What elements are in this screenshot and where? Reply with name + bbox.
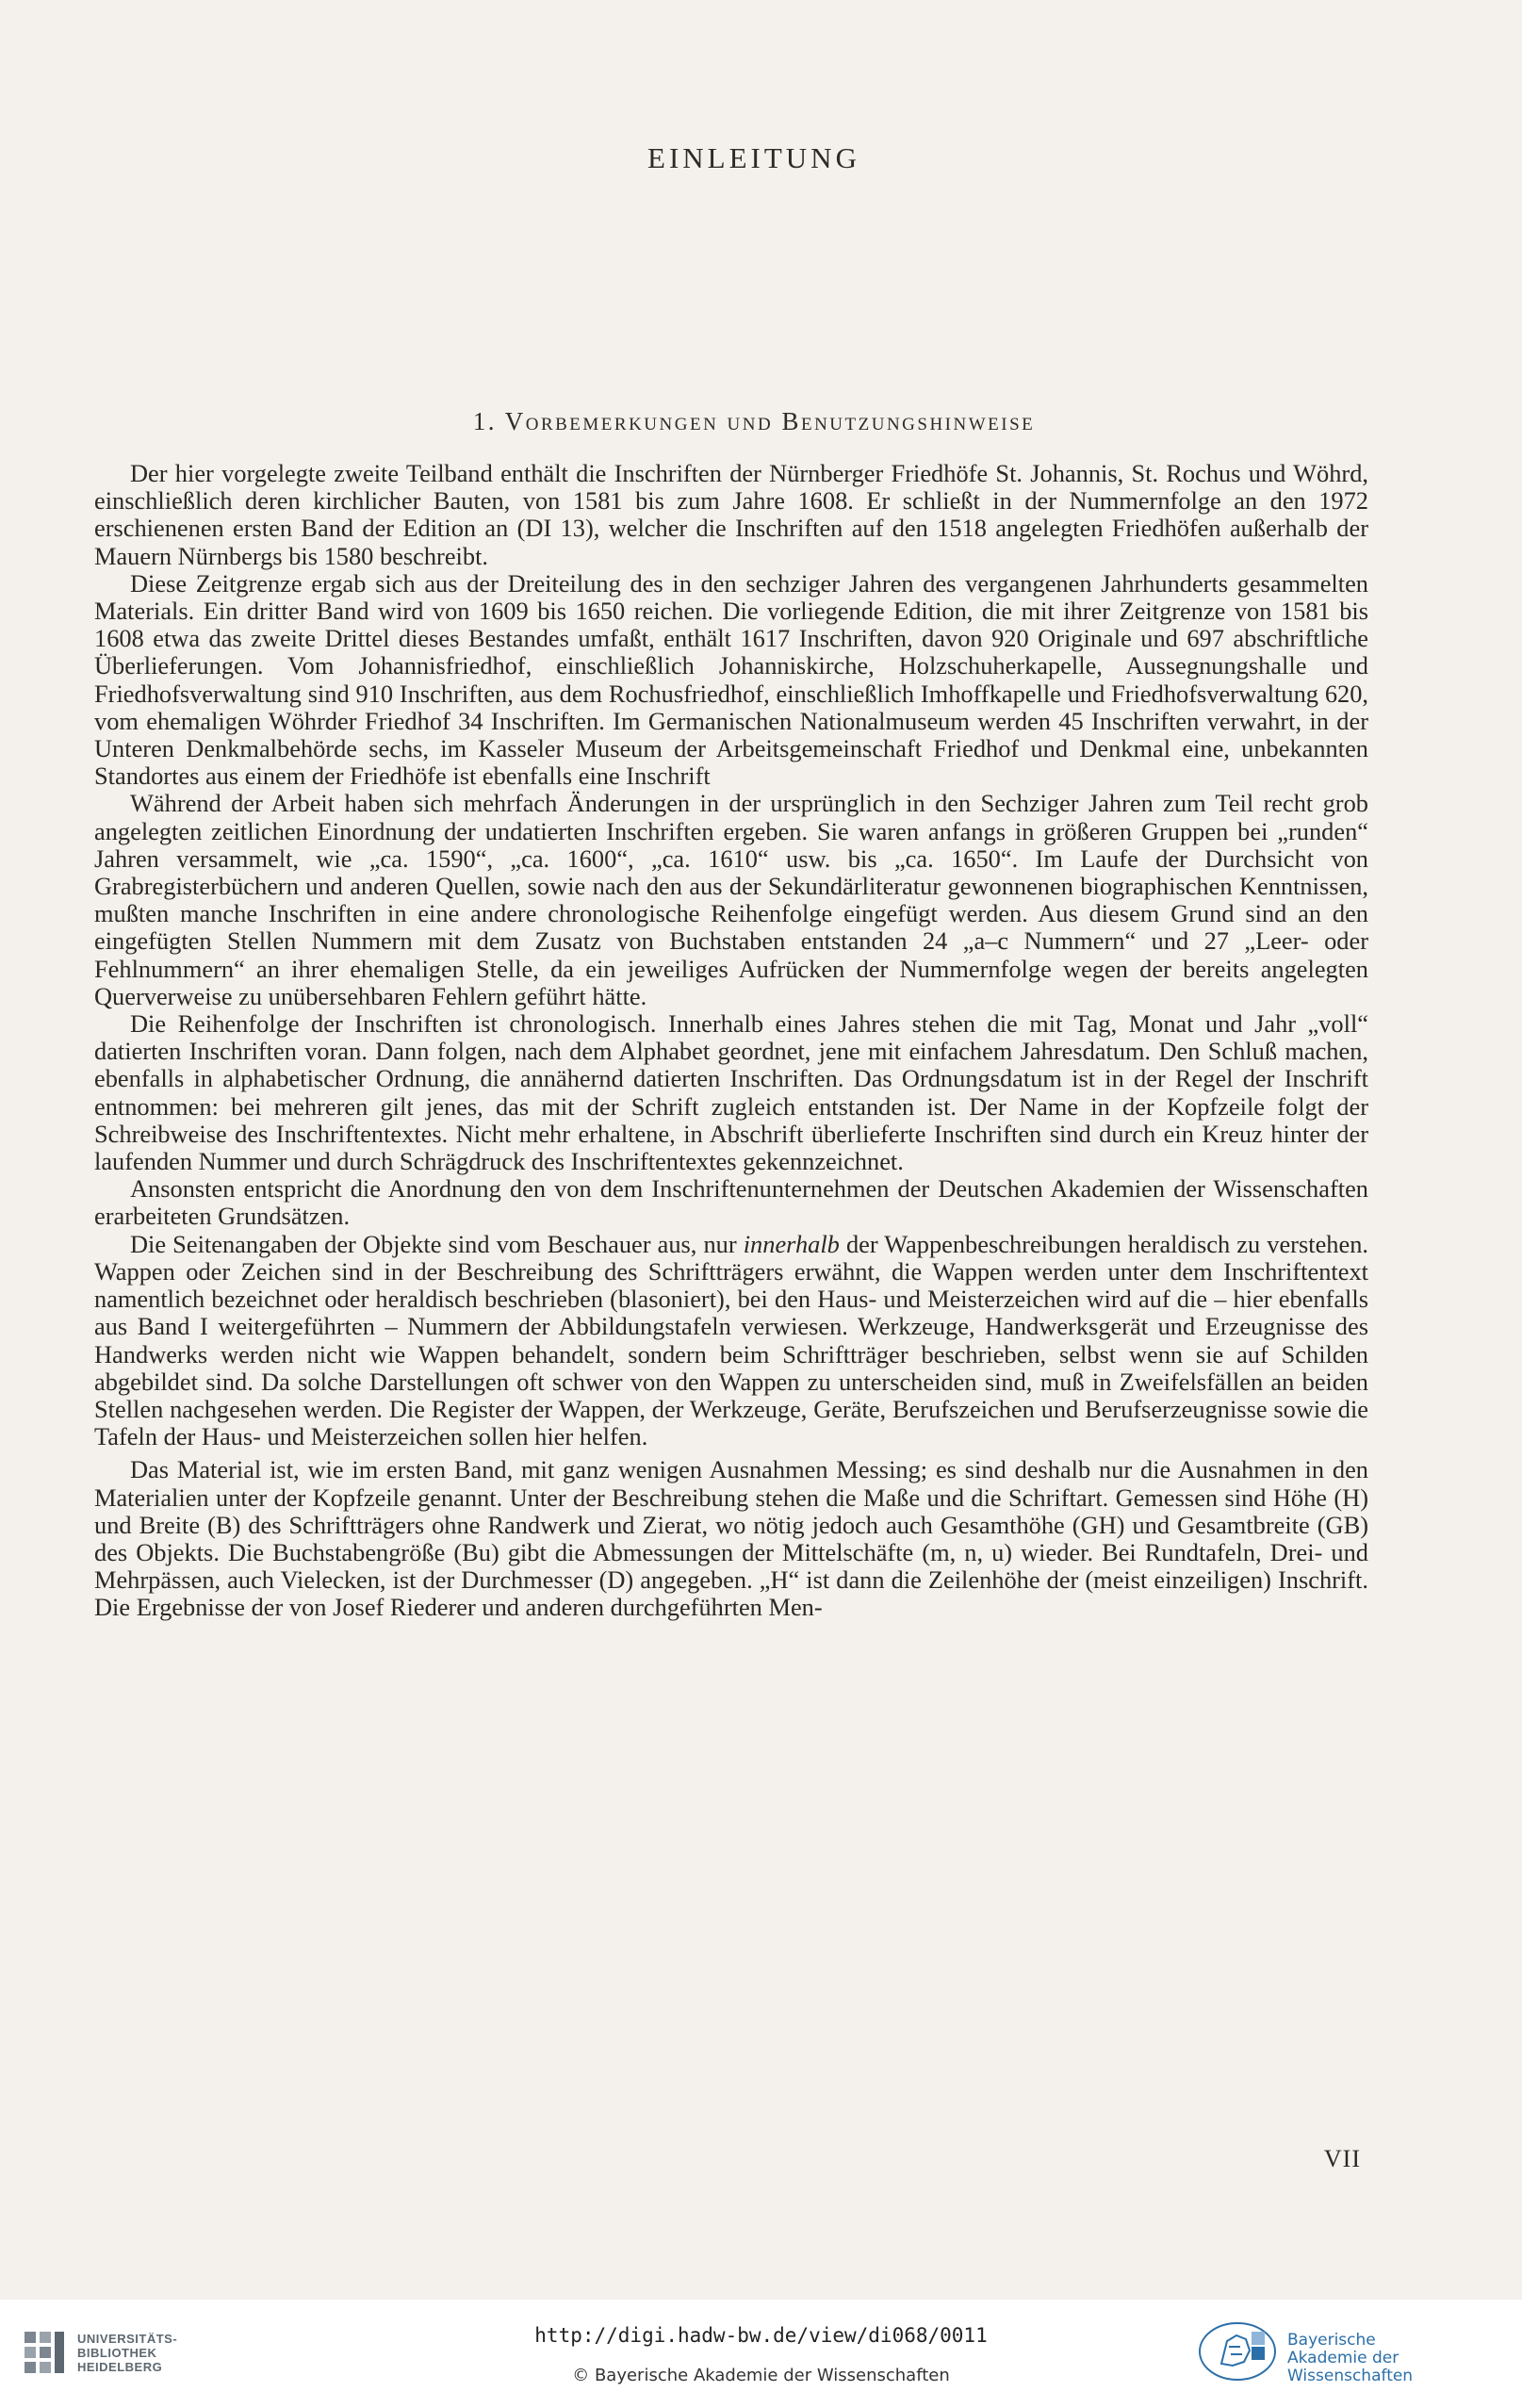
library-logo-line: UNIVERSITÄTS- [77,2332,178,2346]
academy-logo[interactable] [1195,2318,1506,2384]
footer [0,2300,1522,2408]
paragraph: Während der Arbeit haben sich mehrfach Änderungen in der ursprünglich in den Sechziger Jahren zum Teil recht grob angelegten zeitlichen Einordnung der undatierten Inschriften ergeben. Sie waren anfangs in größeren Gruppen bei „runden“ Jahren versammelt, wie „ca. 1590“, „ca. 1600“, „ca. 1610“ usw. bis „ca. 1650“. Im Laufe der Durchsicht von Grabregisterbüchern und anderen Quellen, sowie nach den aus der Sekundärliteratur gewonnenen biographischen Kenntnissen, mußten manche Inschriften in eine andere chronologische Reihenfolge eingefügt werden. Aus diesem Grund sind an den eingefügten Stellen Nummern mit dem Zusatz von Buchstaben entstanden 24 „a–c Nummern“ und 27 „Leer- oder Fehlnummern“ an ihrer ehemaligen Stelle, da ein jeweiliges Aufrücken der Nummernfolge wegen der bereits angelegten Querverweise zu unübersehbaren Fehlern geführt hätte. [94,789,1368,1010]
paragraph [94,1231,1368,1451]
library-logo-line: BIBLIOTHEK [77,2346,157,2360]
paragraph: Diese Zeitgrenze ergab sich aus der Dreiteilung des in den sechziger Jahren des vergangenen Jahrhunderts gesammelten Materials. Ein dritter Band wird von 1609 bis 1650 reichen. Die vorliegende Edition, die mit ihrer Zeitgrenze von 1581 bis 1608 etwa das zweite Drittel dieses Bestandes umfaßt, enthält 1617 Inschriften, davon 920 Originale und 697 abschriftliche Überlieferungen. Vom Johannisfriedhof, einschließlich Johanniskirche, Holzschuherkapelle, Aussegnungshalle und Friedhofsverwaltung sind 910 Inschriften, aus dem Rochusfriedhof, einschließlich Imhoffkapelle und Friedhofsverwaltung 620, vom ehemaligen Wöhrder Friedhof 34 Inschriften. Im Germanischen Nationalmuseum werden 45 Inschriften verwahrt, in der Unteren Denkmalbehörde sechs, im Kasseler Museum der Arbeitsgemeinschaft Friedhof und Denkmal eine, unbekannten Standortes aus einem der Friedhöfe ist ebenfalls eine Inschrift [94,568,1368,791]
permalink-url[interactable]: http://digi.hadw-bw.de/view/di068/0011 [534,2324,988,2347]
chapter-title: EINLEITUNG [647,141,860,174]
paragraph-text: der Wappenbeschreibungen heraldisch zu verstehen. Wappen oder Zeichen sind in der Beschreibung des Schriftträgers erwähnt, die Wappen werden unter dem Inschriftentext namentlich bezeichnet oder heraldisch beschrieben (blasoniert), bei den Haus- und Meisterzeichen wird auf die – hier ebenfalls aus Band I weitergeführten – Nummern der Abbildungstafeln verwiesen. Werkzeuge, Handwerksgerät und Erzeugnisse des Handwerks werden nicht wie Wappen behandelt, sondern beim Schriftträger beschrieben, selbst wenn sie auf Schilden abgebildet sind. Da solche Darstellungen oft schwer von den Wappen zu unterscheiden sind, muß in Zweifelsfällen an beiden Stellen nachgesehen werden. Die Register der Wappen, der Werkzeuge, Geräte, Berufszeichen und Berufserzeugnisse sowie die Tafeln der Haus- und Meisterzeichen sollen hier helfen. [94,1229,1368,1451]
body-text [94,460,1368,1622]
paragraph: Die Reihenfolge der Inschriften ist chronologisch. Innerhalb eines Jahres stehen die mit Tag, Monat und Jahr „voll“ datierten Inschriften voran. Dann folgen, nach dem Alphabet geordnet, jene mit einfachem Jahresdatum. Den Schluß machen, ebenfalls in alphabetischer Ordnung, die annähernd datierten Inschriften. Das Ordnungsdatum ist in der Regel der Inschrift entnommen: bei mehreren gilt jenes, das mit der Schrift zugleich entstanden ist. Der Name in der Kopfzeile folgt der Schreibweise des Inschriftentextes. Nicht mehr erhaltene, in Abschrift überlieferte Inschriften sind durch ein Kreuz hinter der laufenden Nummer und durch Schrägdruck des Inschriftentextes gekennzeichnet. [94,1009,1368,1176]
academy-logo-line: Bayerische [1287,2331,1376,2350]
paragraph: Das Material ist, wie im ersten Band, mit ganz wenigen Ausnahmen Messing; es sind deshalb nur die Ausnahmen in den Materialien unter der Kopfzeile genannt. Unter der Beschreibung stehen die Maße und die Schriftart. Gemessen sind Höhe (H) und Breite (B) des Schriftträgers ohne Randwerk und Zierat, wo nötig jedoch auch Gesamthöhe (GH) und Gesamtbreite (GB) des Objekts. Die Buchstabengröße (Bu) gibt die Abmessungen der Mittelschäfte (m, n, u) wieder. Bei Rundtafeln, Drei- und Mehrpässen, auch Vielecken, ist der Durchmesser (D) angegeben. „H“ ist dann die Zeilenhöhe der (meist einzeiligen) Inschrift. Die Ergebnisse der von Josef Riederer und anderen durchgeführten Men- [94,1455,1368,1622]
paragraph-text: Die Seitenangaben der Objekte sind vom Beschauer aus, nur [130,1229,744,1258]
bavarian-lion-icon [1195,2318,1280,2384]
academy-logo-text [1287,2332,1506,2385]
paragraph: Ansonsten entspricht die Anordnung den von dem Inschriftenunternehmen der Deutschen Akademien der Wissenschaften erarbeiteten Grundsätzen. [94,1174,1368,1231]
copyright-notice: © Bayerische Akademie der Wissenschaften [572,2366,950,2385]
paragraph: Der hier vorgelegte zweite Teilband enthält die Inschriften der Nürnberger Friedhöfe St. Johannis, St. Rochus und Wöhrd, einschließlich deren kirchlicher Bauten, von 1581 bis zum Jahre 1608. Er schließt in der Nummernfolge an den 1972 erschienenen ersten Band der Edition an (DI 13), welcher die Inschriften auf den 1518 angelegten Friedhöfen außerhalb der Mauern Nürnbergs bis 1580 beschreibt. [94,459,1368,570]
library-logo-line: HEIDELBERG [77,2360,163,2374]
academy-logo-line: Akademie der Wissenschaften [1287,2349,1414,2385]
section-title: 1. Vorbemerkungen und Benutzungshinweise [472,407,1036,435]
emphasized-word: innerhalb [743,1229,840,1258]
page-number: VII [1323,2145,1361,2172]
